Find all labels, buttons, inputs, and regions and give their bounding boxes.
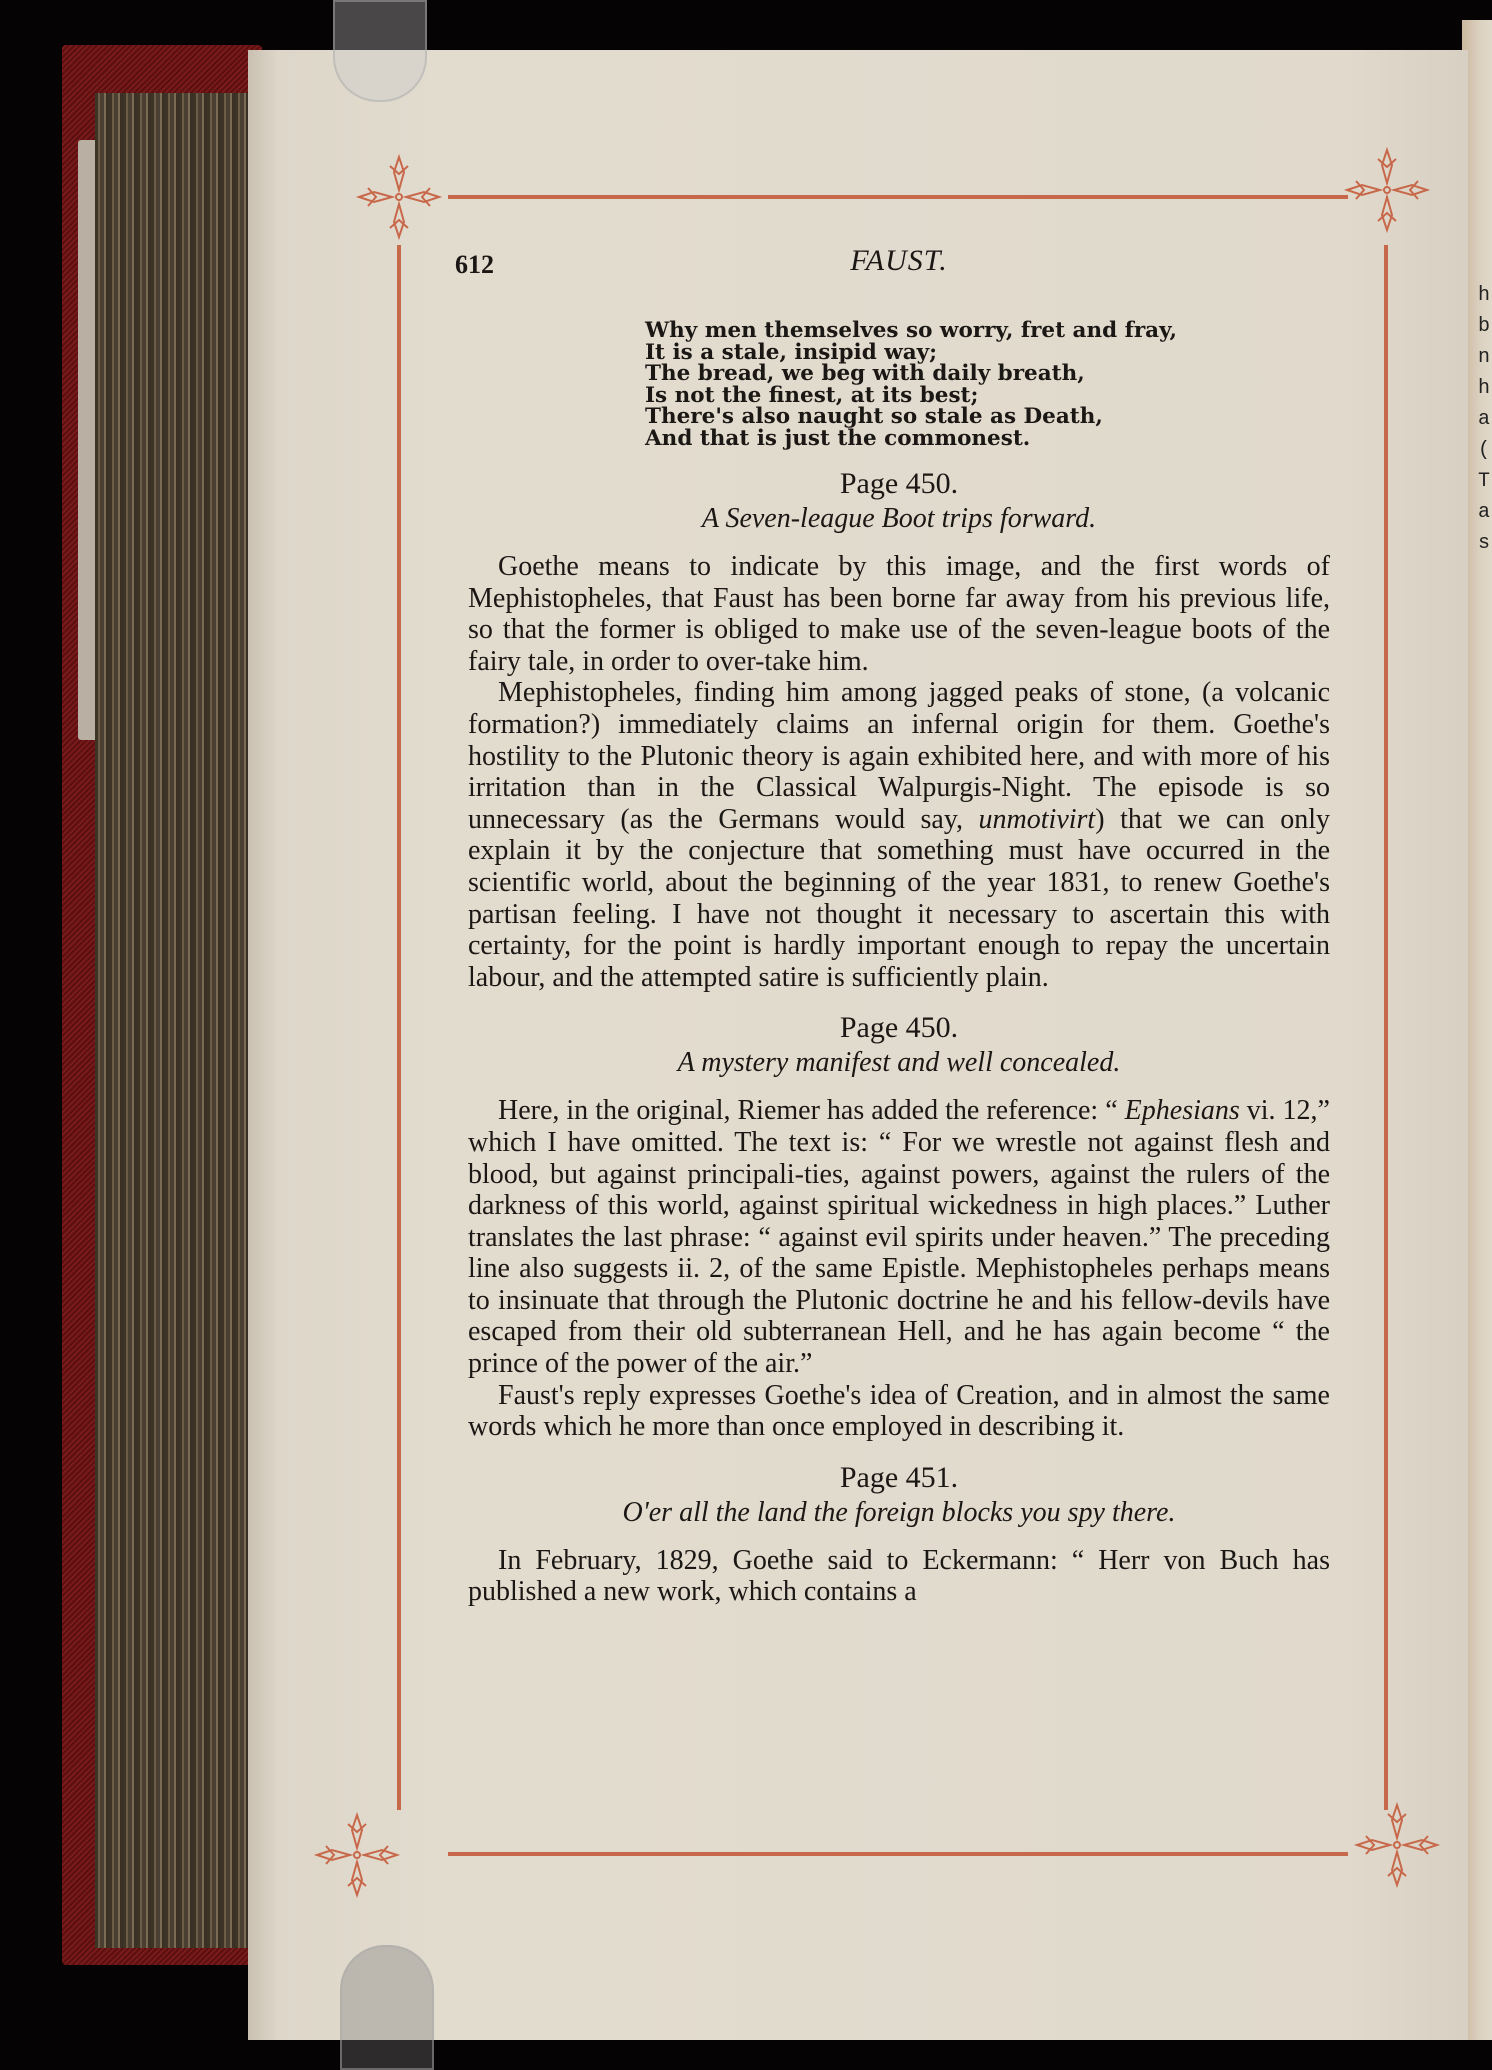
- cross-fleury-ornament-icon: [354, 152, 444, 242]
- verse-line: There's also naught so stale as Death,: [645, 404, 1103, 429]
- cross-fleury-ornament-icon: [1342, 145, 1432, 235]
- frame-bottom-rule: [448, 1852, 1348, 1856]
- page-number: 612: [455, 250, 494, 279]
- running-title: FAUST.: [850, 244, 948, 277]
- page-content: [455, 240, 1330, 1608]
- verse-block: [645, 320, 1330, 449]
- frame-top-rule: [448, 195, 1348, 199]
- page-clip-bottom: [340, 1945, 434, 2070]
- section-page-ref: Page 451.: [839, 1460, 959, 1494]
- running-head: [455, 240, 1330, 298]
- page-edges: [95, 93, 256, 1948]
- paragraph: Here, in the original, Riemer has added the reference: “ Ephesians vi. 12,” which I have omitted. The text is: “ For we wrestle not against flesh and blood, but against principali-ties, against powers, against the rulers of the darkness of this world, against spiritual wickedness in high places.” Luther translates the last phrase: “ against evil spirits under heaven.” The preceding line also suggests ii. 2, of the same Epistle. Mephistopheles perhaps means to insinuate that through the Plutonic doctrine he and his fellow-devils have escaped from their old subterranean Hell, and he has again become “ the prince of the power of the air.”: [468, 1095, 1330, 1380]
- paragraph: Goethe means to indicate by this image, and the first words of Mephistopheles, that Faust has been borne far away from his previous life, so that the former is obliged to make use of the seven-league boots of the fairy tale, in order to over-take him.: [468, 551, 1330, 677]
- paragraph: Faust's reply expresses Goethe's idea of Creation, and in almost the same words which he more than once employed in describing it.: [468, 1379, 1330, 1443]
- verse-line: The bread, we beg with daily breath,: [645, 361, 1085, 386]
- paragraph: In February, 1829, Goethe said to Eckermann: “ Herr von Buch has published a new work, which contains a: [468, 1544, 1330, 1608]
- section-page-ref: Page 450.: [839, 467, 959, 500]
- section-quote: A mystery manifest and well concealed.: [677, 1047, 1121, 1079]
- verse-line: It is a stale, insipid way;: [645, 339, 938, 365]
- frame-left-rule: [397, 245, 401, 1810]
- italic-term: unmotivirt: [978, 803, 1096, 835]
- page-clip-top: [333, 0, 427, 102]
- verse-line: Is not the finest, at its best;: [645, 382, 979, 408]
- verse-line: Why men themselves so worry, fret and fray,: [645, 318, 1178, 343]
- verse-line: And that is just the commonest.: [645, 425, 1031, 451]
- cross-fleury-ornament-icon: [1352, 1800, 1442, 1890]
- italic-term: Ephesians: [1124, 1095, 1240, 1127]
- section-page-ref: Page 450.: [839, 1011, 959, 1045]
- paragraph: Mephistopheles, finding him among jagged peaks of stone, (a volcanic formation?) immediately claims an infernal origin for them. Goethe's hostility to the Plutonic theory is again exhibited here, and with more of his irritation than in the Classical Walpurgis-Night. The episode is so unnecessary (as the Germans would say, unmotivirt) that we can only explain it by the conjecture that something must have occurred in the scientific world, about the beginning of the year 1831, to renew Goethe's partisan feeling. I have not thought it necessary to ascertain this with certainty, for the point is hardly important enough to repay the uncertain labour, and the attempted satire is sufficiently plain.: [468, 677, 1330, 993]
- section-quote: A Seven-league Boot trips forward.: [701, 503, 1097, 534]
- section-quote: O'er all the land the foreign blocks you spy there.: [622, 1496, 1176, 1528]
- facing-page-text: h b n h a ( T a s: [1478, 284, 1491, 555]
- frame-right-rule: [1384, 245, 1388, 1810]
- cross-fleury-ornament-icon: [312, 1810, 402, 1900]
